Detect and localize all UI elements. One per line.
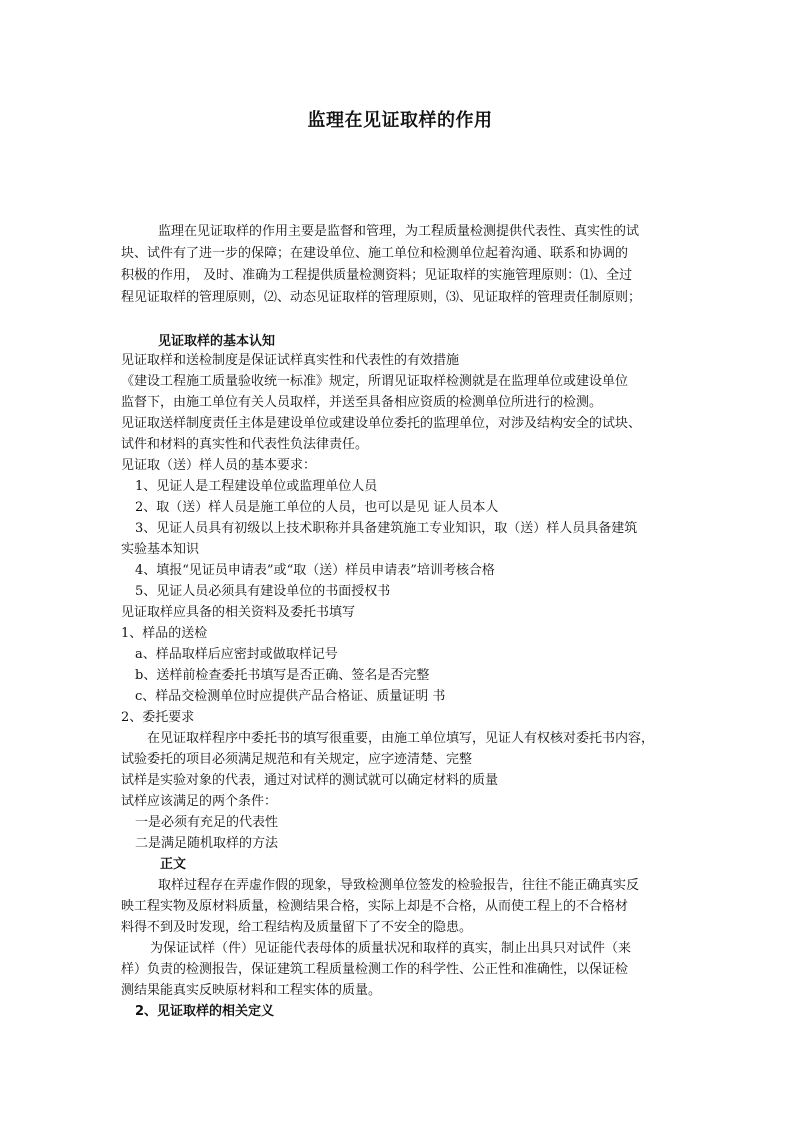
text-line: 在见证取样程序中委托书的填写很重要，由施工单位填写，见证人有权核对委托书内容， xyxy=(147,731,655,746)
section-heading: 2、见证取样的相关定义 xyxy=(135,1004,275,1019)
list-item: 一是必须有充足的代表性 xyxy=(135,815,279,830)
text-line: 1、样品的送检 xyxy=(121,626,208,641)
list-item: 3、见证人员具有初级以上技术职称并具备建筑施工专业知识，取（送）样人员具备建筑 xyxy=(135,521,638,536)
text-line: 见证取样应具备的相关资料及委托书填写 xyxy=(121,605,356,620)
text-line: 见证取（送）样人员的基本要求： xyxy=(121,458,317,473)
body-line: 为保证试样（件）见证能代表母体的质量状况和取样的真实，制止出具只对试件（来 xyxy=(150,941,632,956)
intro-line: 程见证取样的管理原则，⑵、动态见证取样的管理原则，⑶、见证取样的管理责任制原则； xyxy=(121,290,642,305)
text-line: 监督下，由施工单位有关人员取样，并送至具备相应资质的检测单位所进行的检测。 xyxy=(121,395,603,410)
text-line: 试样应该满足的两个条件： xyxy=(121,794,278,809)
text-line: 《建设工程施工质量验收统一标准》规定，所谓见证取样检测就是在监理单位或建设单位 xyxy=(121,374,629,389)
list-item: 5、见证人员必须具有建设单位的书面授权书 xyxy=(135,584,391,599)
body-line: 料得不到及时发现，给工程结构及质量留下了不安全的隐患。 xyxy=(121,920,473,935)
body-line: 样）负责的检测报告，保证建筑工程质量检测工作的科学性、公正性和准确性，以保证检 xyxy=(121,962,629,977)
list-item: 二是满足随机取样的方法 xyxy=(135,836,279,851)
document-title: 监理在见证取样的作用 xyxy=(307,110,493,131)
text-line: 试验委托的项目必须满足规范和有关规定，应字迹清楚、完整 xyxy=(121,752,473,767)
text-line: 见证取样和送检制度是保证试样真实性和代表性的有效措施 xyxy=(121,353,460,368)
text-line: 2、委托要求 xyxy=(121,710,195,725)
list-item: c、样品交检测单位时应提供产品合格证、质量证明 书 xyxy=(135,689,446,704)
section-heading: 见证取样的基本认知 xyxy=(158,334,276,349)
text-line: 试件和材料的真实性和代表性负法律责任。 xyxy=(121,437,369,452)
intro-line: 块、试件有了进一步的保障；在建设单位、施工单位和检测单位起着沟通、联系和协调的 xyxy=(121,246,629,261)
body-heading: 正文 xyxy=(160,857,187,872)
body-line: 测结果能真实反映原材料和工程实体的质量。 xyxy=(121,983,382,998)
intro-line: 监理在见证取样的作用主要是监督和管理，为工程质量检测提供代表性、真实性的试 xyxy=(158,224,640,239)
list-item: a、样品取样后应密封或做取样记号 xyxy=(135,647,338,662)
list-item: 2、取（送）样人员是施工单位的人员，也可以是见 证人员本人 xyxy=(135,500,499,515)
text-line: 试样是实验对象的代表，通过对试样的测试就可以确定材料的质量 xyxy=(121,773,499,788)
list-item: b、送样前检查委托书填写是否正确、签名是否完整 xyxy=(135,668,430,683)
list-item: 1、见证人是工程建设单位或监理单位人员 xyxy=(135,479,378,494)
text-line: 见证取送样制度责任主体是建设单位或建设单位委托的监理单位，对涉及结构安全的试块、 xyxy=(121,416,642,431)
intro-line: 积极的作用， 及时、准确为工程提供质量检测资料；见证取样的实施管理原则：⑴、全过 xyxy=(121,268,633,283)
body-line: 取样过程存在弄虚作假的现象，导致检测单位签发的检验报告，往往不能正确真实反 xyxy=(158,878,640,893)
list-item: 4、填报“见证员申请表”或“取（送）样员申请表”培训考核合格 xyxy=(135,563,495,578)
body-line: 映工程实物及原材料质量，检测结果合格，实际上却是不合格，从而使工程上的不合格材 xyxy=(121,899,629,914)
text-line: 实验基本知识 xyxy=(121,542,200,557)
